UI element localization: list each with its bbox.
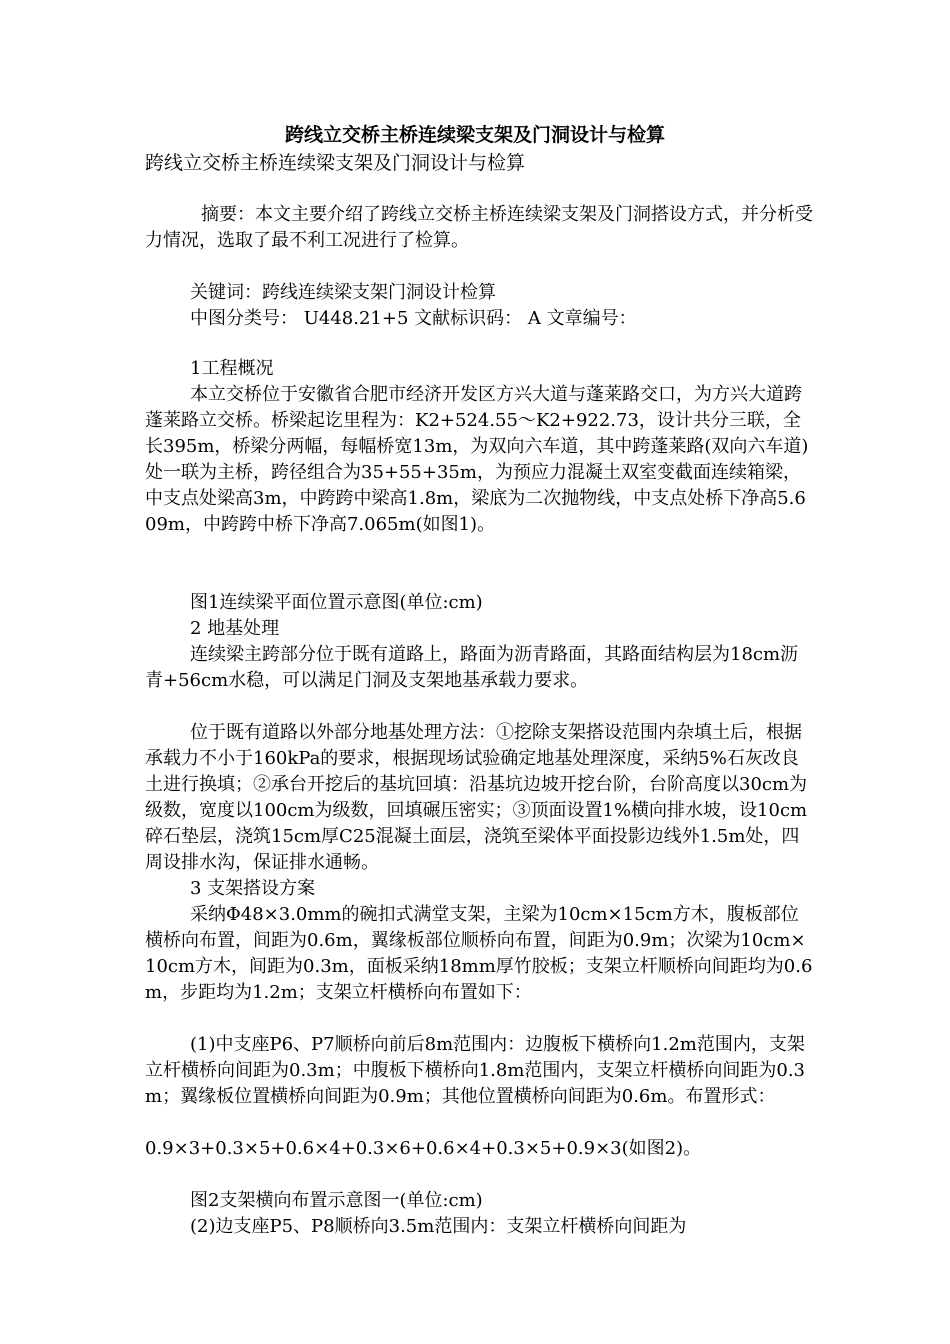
section-1-heading: 1工程概况	[190, 358, 274, 379]
section-3-heading: 3 支架搭设方案	[190, 878, 316, 899]
section-2-heading: 2 地基处理	[190, 618, 280, 639]
layout-formula: 0.9×3+0.3×5+0.6×4+0.3×6+0.6×4+0.3×5+0.9×3(如图2)。	[145, 1138, 702, 1159]
section-3-paragraph-1: 采纳Φ48×3.0mm的碗扣式满堂支架，主梁为10cm×15cm方木，腹板部位横桥向布置，间距为0.6m，翼缘板部位顺桥向布置，间距为0.9m；次梁为10cm×10cm方木，间距为0.3m，面板采纳18mm厚竹胶板；支架立杆顺桥向间距均为0.6m，步距均为1.2m；支架立杆横桥向布置如下：	[145, 904, 813, 1003]
document-subtitle: 跨线立交桥主桥连续梁支架及门洞设计与检算	[145, 152, 526, 174]
section-2-paragraph-2: 位于既有道路以外部分地基处理方法：①挖除支架搭设范围内杂填土后，根据承载力不小于160kPa的要求，根据现场试验确定地基处理深度，采纳5%石灰改良土进行换填；②承台开挖后的基坑回填：沿基坑边坡开挖台阶，台阶高度以30cm为级数，宽度以100cm为级数，回填碾压密实；③顶面设置1%横向排水坡，设10cm碎石垫层，浇筑15cm厚C25混凝土面层，浇筑至梁体平面投影边线外1.5m处，四周设排水沟，保证排水通畅。	[145, 722, 808, 873]
figure-1-caption: 图1连续梁平面位置示意图(单位:cm)	[190, 592, 483, 613]
classification-line: 中图分类号： U448.21+5 文献标识码： A 文章编号：	[190, 308, 637, 329]
abstract-paragraph: 摘要：本文主要介绍了跨线立交桥主桥连续梁支架及门洞搭设方式，并分析受力情况，选取了最不利工况进行了检算。	[145, 204, 813, 251]
section-2-paragraph-1: 连续梁主跨部分位于既有道路上，路面为沥青路面，其路面结构层为18cm沥青+56cm水稳，可以满足门洞及支架地基承载力要求。	[145, 644, 799, 691]
page-title: 跨线立交桥主桥连续梁支架及门洞设计与检算	[284, 124, 665, 146]
section-3-paragraph-3: (2)边支座P5、P8顺桥向3.5m范围内：支架立杆横桥向间距为	[190, 1216, 687, 1237]
figure-2-caption: 图2支架横向布置示意图一(单位:cm)	[190, 1190, 483, 1211]
keywords-line: 关键词：跨线连续梁支架门洞设计检算	[190, 282, 496, 303]
section-3-paragraph-2: (1)中支座P6、P7顺桥向前后8m范围内：边腹板下横桥向1.2m范围内，支架立杆横桥向间距为0.3m；中腹板下横桥向1.8m范围内，支架立杆横桥向间距为0.3m；翼缘板位置横桥向间距为0.9m；其他位置横桥向间距为0.6m。布置形式：	[145, 1034, 806, 1107]
section-1-paragraph: 本立交桥位于安徽省合肥市经济开发区方兴大道与蓬莱路交口，为方兴大道跨蓬莱路立交桥。桥梁起讫里程为：K2+524.55～K2+922.73，设计共分三联，全长395m，桥梁分两幅，每幅桥宽13m，为双向六车道，其中跨蓬莱路(双向六车道)处一联为主桥，跨径组合为35+55+35m，为预应力混凝土双室变截面连续箱梁，中支点处梁高3m，中跨跨中梁高1.8m，梁底为二次抛物线，中支点处桥下净高5.609m，中跨跨中桥下净高7.065m(如图1)。	[145, 384, 809, 535]
